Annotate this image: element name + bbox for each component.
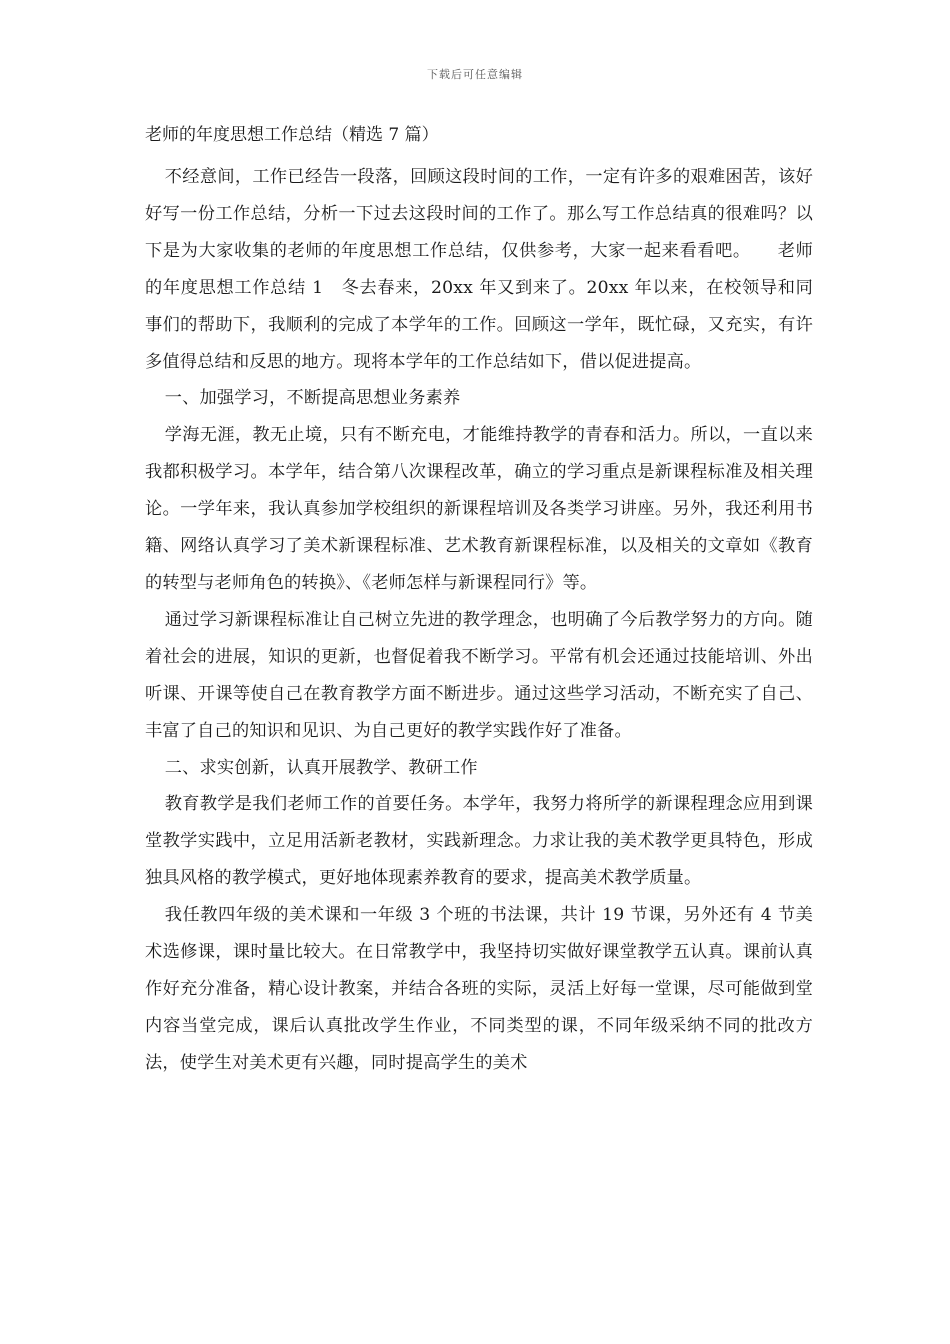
paragraph-intro: 不经意间，工作已经告一段落，回顾这段时间的工作，一定有许多的艰难困苦，该好好写一份工作总结，分析一下过去这段时间的工作了。那么写工作总结真的很难吗？以下是为大家收集的老师的年度思想工作总结，仅供参考，大家一起来看看吧。 老师的年度思想工作总结 1 冬去春来，20xx 年又到来了。20xx 年以来，在校领导和同事们的帮助下，我顺利的完成了本学年的工作。回顾这一学年，既忙碌，又充实，有许多值得总结和反思的地方。现将本学年的工作总结如下，借以促进提高。 (145, 167, 813, 372)
paragraph-teaching-2: 我任教四年级的美术课和一年级 3 个班的书法课，共计 19 节课，另外还有 4 节美术选修课，课时量比较大。在日常教学中，我坚持切实做好课堂教学五认真。课前认真作好充分准备，精心设计教案，并结合各班的实际，灵活上好每一堂课，尽可能做到堂内容当堂完成，课后认真批改学生作业，不同类型的课，不同年级采纳不同的批改方法，使学生对美术更有兴趣，同时提高学生的美术 (145, 905, 813, 1073)
section-heading-1: 一、加强学习，不断提高思想业务素养 (164, 388, 461, 409)
document-title: 老师的年度思想工作总结（精选 7 篇） (145, 125, 439, 145)
paragraph-study-2: 通过学习新课程标准让自己树立先进的教学理念，也明确了今后教学努力的方向。随着社会的进展，知识的更新，也督促着我不断学习。平常有机会还通过技能培训、外出听课、开课等使自己在教育教学方面不断进步。通过这些学习活动，不断充实了自己、丰富了自己的知识和见识、为自己更好的教学实践作好了准备。 (145, 609, 813, 741)
section-heading-2: 二、求实创新，认真开展教学、教研工作 (164, 757, 478, 778)
document-body (145, 122, 813, 1082)
paragraph-study-1: 学海无涯，教无止境，只有不断充电，才能维持教学的青春和活力。所以，一直以来我都积极学习。本学年，结合第八次课程改革，确立的学习重点是新课程标准及相关理论。一学年来，我认真参加学校组织的新课程培训及各类学习讲座。另外，我还利用书籍、网络认真学习了美术新课程标准、艺术教育新课程标准，以及相关的文章如《教育的转型与老师角色的转换》、《老师怎样与新课程同行》等。 (145, 425, 813, 593)
page-header-note: 下载后可任意编辑 (427, 68, 523, 81)
paragraph-teaching-1: 教育教学是我们老师工作的首要任务。本学年，我努力将所学的新课程理念应用到课堂教学实践中，立足用活新老教材，实践新理念。力求让我的美术教学更具特色，形成独具风格的教学模式，更好地体现素养教育的要求，提高美术教学质量。 (145, 794, 813, 889)
